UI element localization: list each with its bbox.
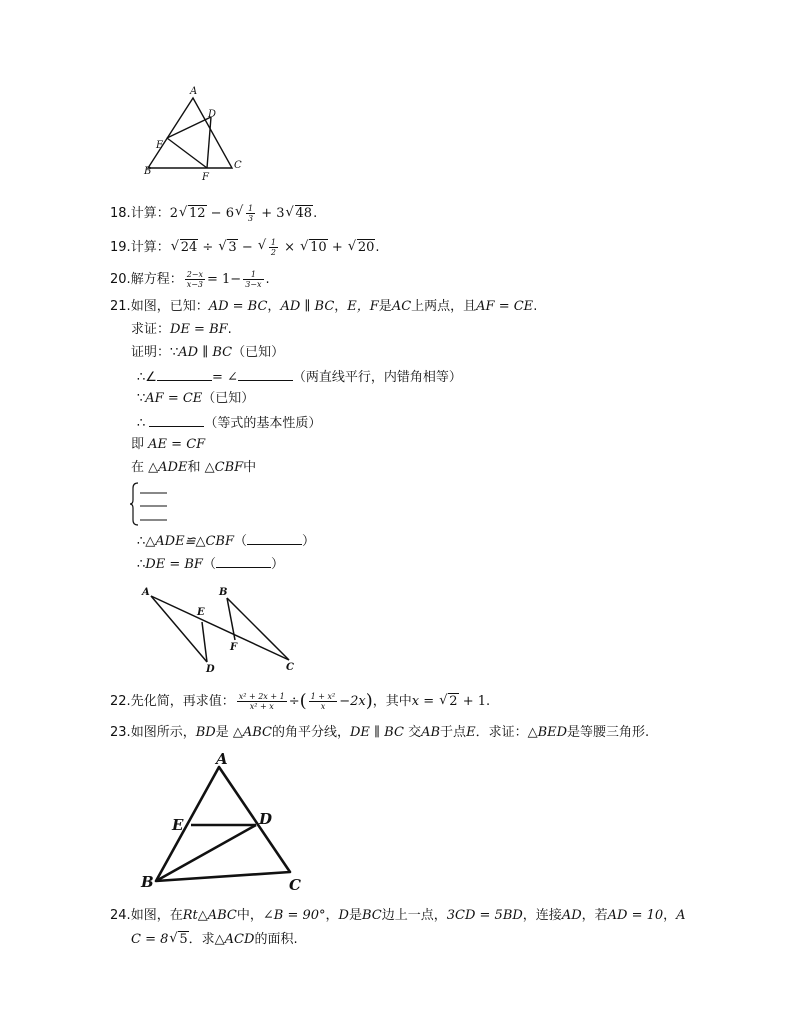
label-e: E	[156, 140, 164, 151]
label-a: A	[190, 86, 198, 97]
label-c: C	[234, 160, 242, 171]
q21-step-3: ∴ （等式的基本性质）	[137, 413, 321, 433]
q21-step-5: 在 △ADE和 △CBF中	[131, 460, 257, 475]
label-b: B	[144, 166, 152, 177]
label-d: D	[206, 664, 215, 675]
q21-step-2: ∵AF = CE（已知）	[137, 391, 255, 406]
q21-step-6: ∴△ADE≌△CBF（ ）	[137, 531, 315, 551]
label-d: D	[259, 810, 273, 828]
question-23: 23.如图所示，BD是 △ABC的角平分线，DE ∥ BC 交AB于点E．求证：△BED是等腰三角形.	[110, 725, 650, 740]
blank-3[interactable]	[149, 413, 204, 427]
q21-step-4: 即 AE = CF	[131, 437, 206, 452]
label-c: C	[286, 662, 294, 673]
label-b: B	[141, 873, 154, 891]
label-a: A	[216, 750, 228, 768]
blank-1[interactable]	[157, 367, 212, 381]
blank-8[interactable]	[216, 554, 271, 568]
question-24: 24.如图，在Rt△ABC中，∠B = 90°，D是BC边上一点，3CD = 5BD，连接AD，若AD = 10，A	[110, 908, 686, 923]
question-20: 20.解方程： $\frac{2-x}{x-3}$ = 1− $\frac{1}{3-x}$ .	[110, 270, 270, 289]
label-b: B	[219, 587, 228, 598]
question-21: 21.如图，已知：AD = BC，AD ∥ BC，E，F是AC上两点，且AF = CE.	[110, 299, 538, 314]
label-d: D	[208, 109, 217, 120]
q21-brace-blanks	[130, 482, 175, 526]
label-e: E	[172, 816, 184, 834]
question-18: 18.计算：2√ 12 − 6 √ $\frac{1}{3}$ + 3√ 48.	[110, 204, 317, 223]
question-24-line-2: C = 8√ 5．求△ACD的面积.	[131, 931, 298, 949]
blank-7[interactable]	[247, 531, 302, 545]
label-a: A	[142, 587, 150, 598]
label-f: F	[230, 642, 238, 653]
blank-2[interactable]	[238, 367, 293, 381]
question-22: 22.先化简，再求值： $\frac{\text{x² + 2x + 1}}{\text{x² + x}}$ ÷( $\frac{\text{1 + x²}}{x}$ −2x)，其中x = √ 2 + 1.	[110, 692, 490, 711]
question-19: 19.计算：√ 24 ÷ √ 3 − √ $\frac{1}{2}$ × √ 10 + √ 20.	[110, 238, 380, 257]
q23-triangle-figure	[138, 748, 313, 896]
label-f: F	[202, 172, 209, 182]
q21-proof-start: 证明：∵AD ∥ BC（已知）	[131, 345, 285, 360]
q17-triangle-figure	[135, 82, 255, 182]
label-e: E	[197, 607, 205, 618]
label-c: C	[289, 876, 301, 894]
q21-step-7: ∴DE = BF（ ）	[137, 554, 284, 574]
q21-prove: 求证：DE = BF.	[131, 322, 232, 337]
q21-z-figure	[138, 584, 303, 676]
q21-step-1: ∴∠ = ∠ （两直线平行，内错角相等）	[137, 367, 462, 387]
